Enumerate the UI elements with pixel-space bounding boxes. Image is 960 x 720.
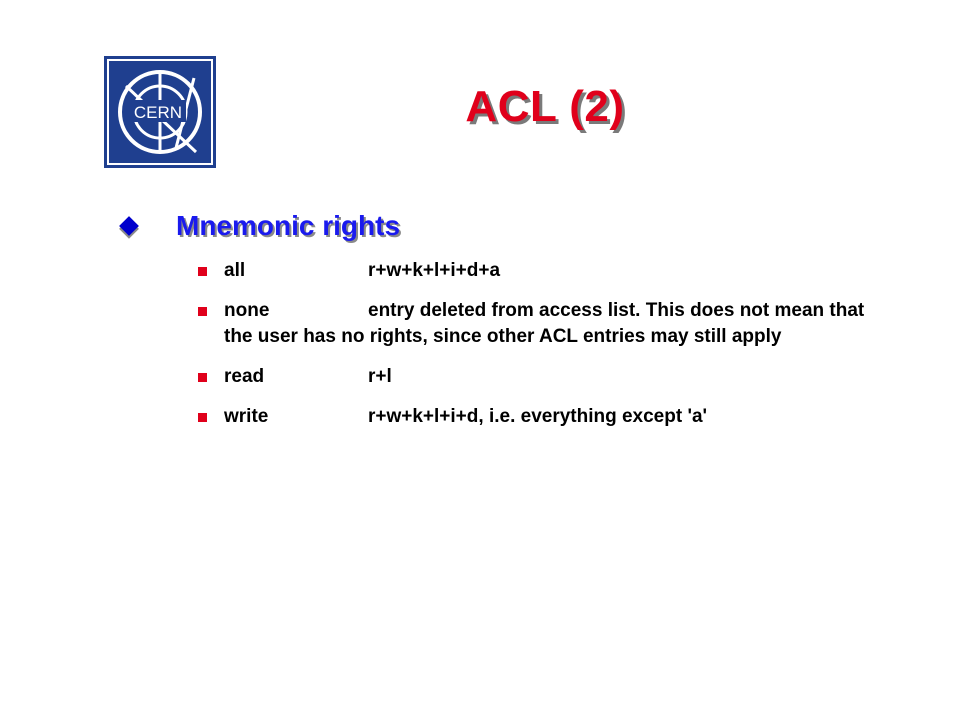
heading-text: Mnemonic rights <box>176 210 401 241</box>
item-desc: r+l <box>368 366 392 387</box>
square-bullet-icon <box>198 307 207 316</box>
item-desc: r+w+k+l+i+d+a <box>368 260 501 281</box>
slide-title: ACL (2) <box>465 82 625 131</box>
list-item <box>196 404 876 430</box>
item-term: write <box>224 406 269 427</box>
square-bullet-icon <box>198 267 207 276</box>
list-item <box>196 258 876 284</box>
item-desc: entry deleted from access list. This does not mean that the user has no rights, since other ACL entries may still apply <box>224 300 865 347</box>
item-term: all <box>224 260 246 281</box>
item-desc: r+w+k+l+i+d, i.e. everything except 'a' <box>368 406 708 427</box>
item-term: read <box>224 366 265 387</box>
rights-list <box>196 258 876 444</box>
logo-text: CERN <box>133 103 183 122</box>
diamond-bullet-icon <box>119 216 139 236</box>
list-item <box>196 364 876 390</box>
item-term: none <box>224 300 270 321</box>
square-bullet-icon <box>198 413 207 422</box>
list-item <box>196 298 876 350</box>
square-bullet-icon <box>198 373 207 382</box>
section-heading <box>110 210 400 242</box>
